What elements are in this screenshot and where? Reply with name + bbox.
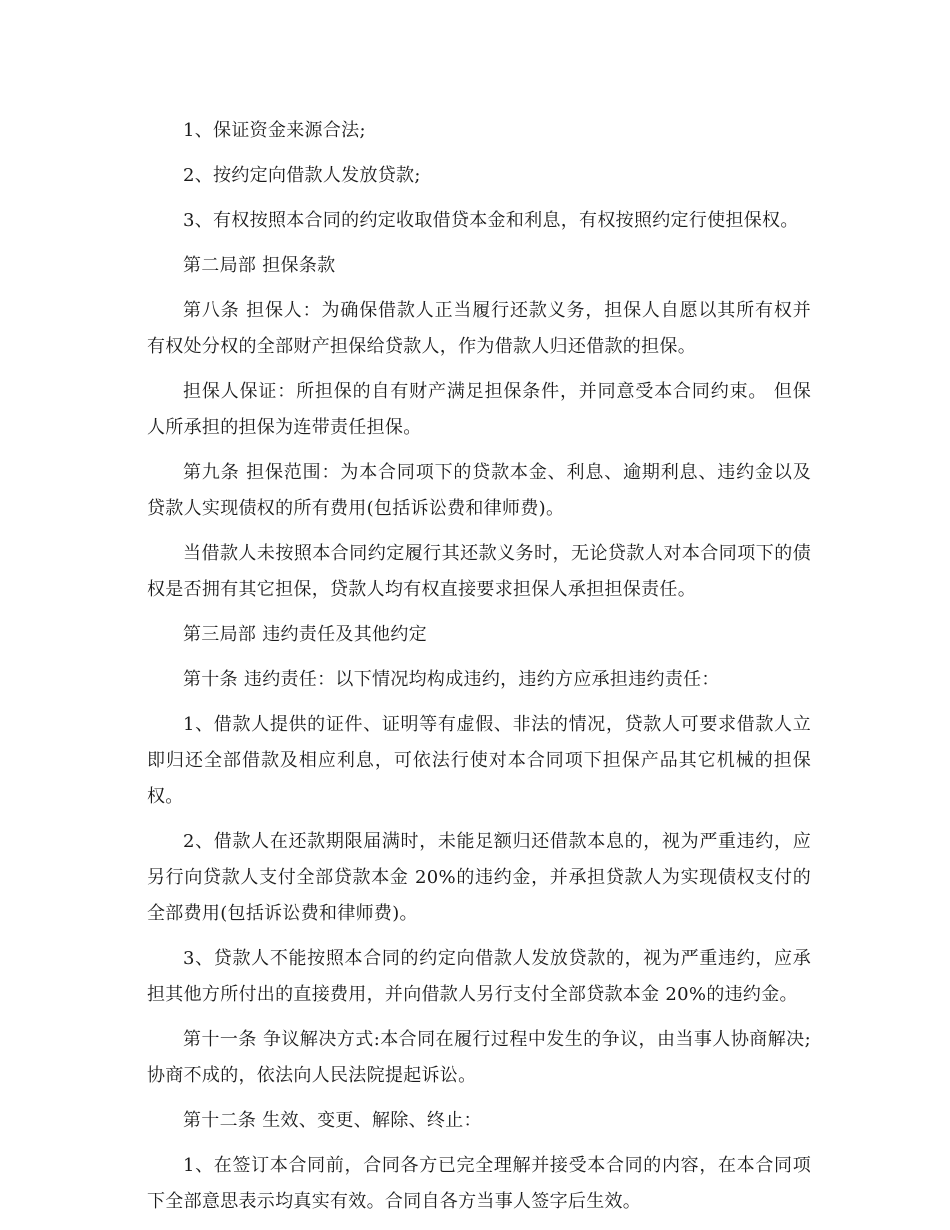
paragraph-article-12: 第十二条 生效、变更、解除、终止： [183,1110,482,1131]
section-heading-liability: 第三局部 违约责任及其他约定 [183,624,427,645]
paragraph-obligation-1: 1、保证资金来源合法; [183,120,366,141]
paragraph-breach-1: 1、借款人提供的证件、证明等有虚假、非法的情况，贷款人可要求借款人立即归还全部借款及相应利息，可依法行使对本合同项下担保产品其它机械的担保权。 [147,714,811,807]
paragraph-article-8: 第八条 担保人：为确保借款人正当履行还款义务，担保人自愿以其所有权并有权处分权的全部财产担保给贷款人，作为借款人归还借款的担保。 [147,300,811,357]
paragraph-article-9: 第九条 担保范围：为本合同项下的贷款本金、利息、逾期利息、违约金以及贷款人实现债权的所有费用(包括诉讼费和律师费)。 [147,462,811,519]
paragraph-effect-1: 1、在签订本合同前，合同各方已完全理解并接受本合同的内容，在本合同项下全部意思表示均真实有效。合同自各方当事人签字后生效。 [147,1155,811,1212]
paragraph-guarantor-pledge: 担保人保证：所担保的自有财产满足担保条件，并同意受本合同约束。 但保人所承担的担保为连带责任担保。 [147,381,811,438]
paragraph-breach-3: 3、贷款人不能按照本合同的约定向借款人发放贷款的，视为严重违约，应承担其他方所付出的直接费用，并向借款人另行支付全部贷款本金 20%的违约金。 [147,948,811,1005]
section-heading-guarantee: 第二局部 担保条款 [183,255,336,276]
document-body [147,113,811,1229]
paragraph-breach-2: 2、借款人在还款期限届满时，未能足额归还借款本息的，视为严重违约，应另行向贷款人支付全部贷款本金 20%的违约金，并承担贷款人为实现债权支付的全部费用(包括诉讼费和律师费)。 [147,831,811,924]
paragraph-obligation-3: 3、有权按照本合同的约定收取借贷本金和利息，有权按照约定行使担保权。 [183,210,799,231]
paragraph-obligation-2: 2、按约定向借款人发放贷款; [183,165,421,186]
paragraph-article-10: 第十条 违约责任：以下情况均构成违约，违约方应承担违约责任： [183,669,720,690]
paragraph-default-guarantee: 当借款人未按照本合同约定履行其还款义务时，无论贷款人对本合同项下的债权是否拥有其它担保，贷款人均有权直接要求担保人承担担保责任。 [147,543,811,600]
paragraph-article-11: 第十一条 争议解决方式:本合同在履行过程中发生的争议，由当事人协商解决;协商不成的，依法向人民法院提起诉讼。 [147,1029,811,1086]
